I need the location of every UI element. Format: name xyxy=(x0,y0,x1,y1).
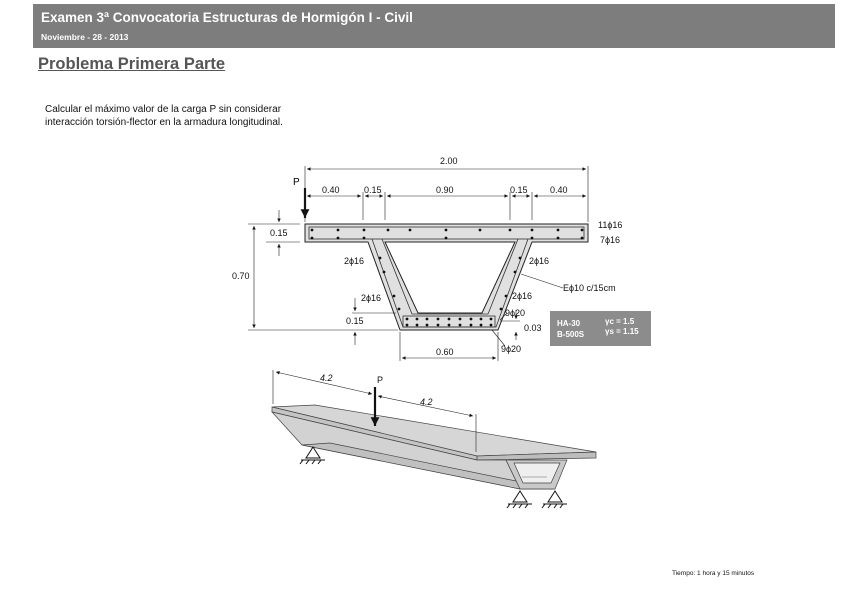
dim-bottom-slab: 0.15 xyxy=(346,316,364,326)
load-label-section: P xyxy=(293,177,300,188)
exam-date: Noviembre - 28 - 2013 xyxy=(41,32,129,42)
rebar-web-left-upper-label: 2ϕ16 xyxy=(344,256,365,266)
rebar-bottom-lower-label: 9ϕ20 xyxy=(501,344,522,354)
dim-flange-thickness: 0.15 xyxy=(270,228,288,238)
span-left-label: 4.2 xyxy=(320,373,333,383)
dim-bottom-width: 0.60 xyxy=(436,347,454,357)
isometric-view xyxy=(272,370,596,508)
dim-segment-2: 0.15 xyxy=(364,185,382,195)
concrete-type: HA-30 xyxy=(557,319,581,328)
rebar-top-bottom-layer-label: 7ϕ16 xyxy=(600,235,621,245)
dim-total-width: 2.00 xyxy=(440,156,458,166)
dim-segment-4: 0.15 xyxy=(510,185,528,195)
dim-segment-1: 0.40 xyxy=(322,185,340,195)
rebar-top-label: 11ϕ16 xyxy=(598,220,623,230)
problem-statement: Calcular el máximo valor de la carga P sin considerar interacción torsión-flector en la armadura longitudinal. xyxy=(45,104,283,128)
steel-type: B-500S xyxy=(557,330,585,339)
gamma-s: γs = 1.15 xyxy=(605,327,639,336)
load-label-isometric: P xyxy=(377,375,384,385)
dim-height: 0.70 xyxy=(232,271,250,281)
support-right-2 xyxy=(542,491,567,508)
support-right-1 xyxy=(507,491,532,508)
problem-title: Problema Primera Parte xyxy=(38,55,226,73)
support-left xyxy=(300,447,325,464)
time-note: Tiempo: 1 hora y 15 minutos xyxy=(672,570,755,577)
dim-segment-3: 0.90 xyxy=(436,185,454,195)
dim-segment-5: 0.40 xyxy=(550,185,568,195)
rebar-bottom-upper-label: 9ϕ20 xyxy=(505,308,526,318)
stirrups-label: Eϕ10 c/15cm xyxy=(563,283,616,293)
rebar-web-right-lower-label: 2ϕ16 xyxy=(512,291,533,301)
gamma-c: γc = 1.5 xyxy=(605,317,635,326)
rebar-web-left-lower-label: 2ϕ16 xyxy=(361,293,382,303)
materials-box xyxy=(550,311,651,346)
dim-cover: 0.03 xyxy=(524,323,542,333)
cross-section xyxy=(232,156,651,361)
exam-title: Examen 3ª Convocatoria Estructuras de Hormigón I - Civil xyxy=(41,10,413,25)
load-arrow-section xyxy=(293,177,305,218)
span-right-label: 4.2 xyxy=(420,397,433,407)
rebar-web-right-upper-label: 2ϕ16 xyxy=(529,256,550,266)
